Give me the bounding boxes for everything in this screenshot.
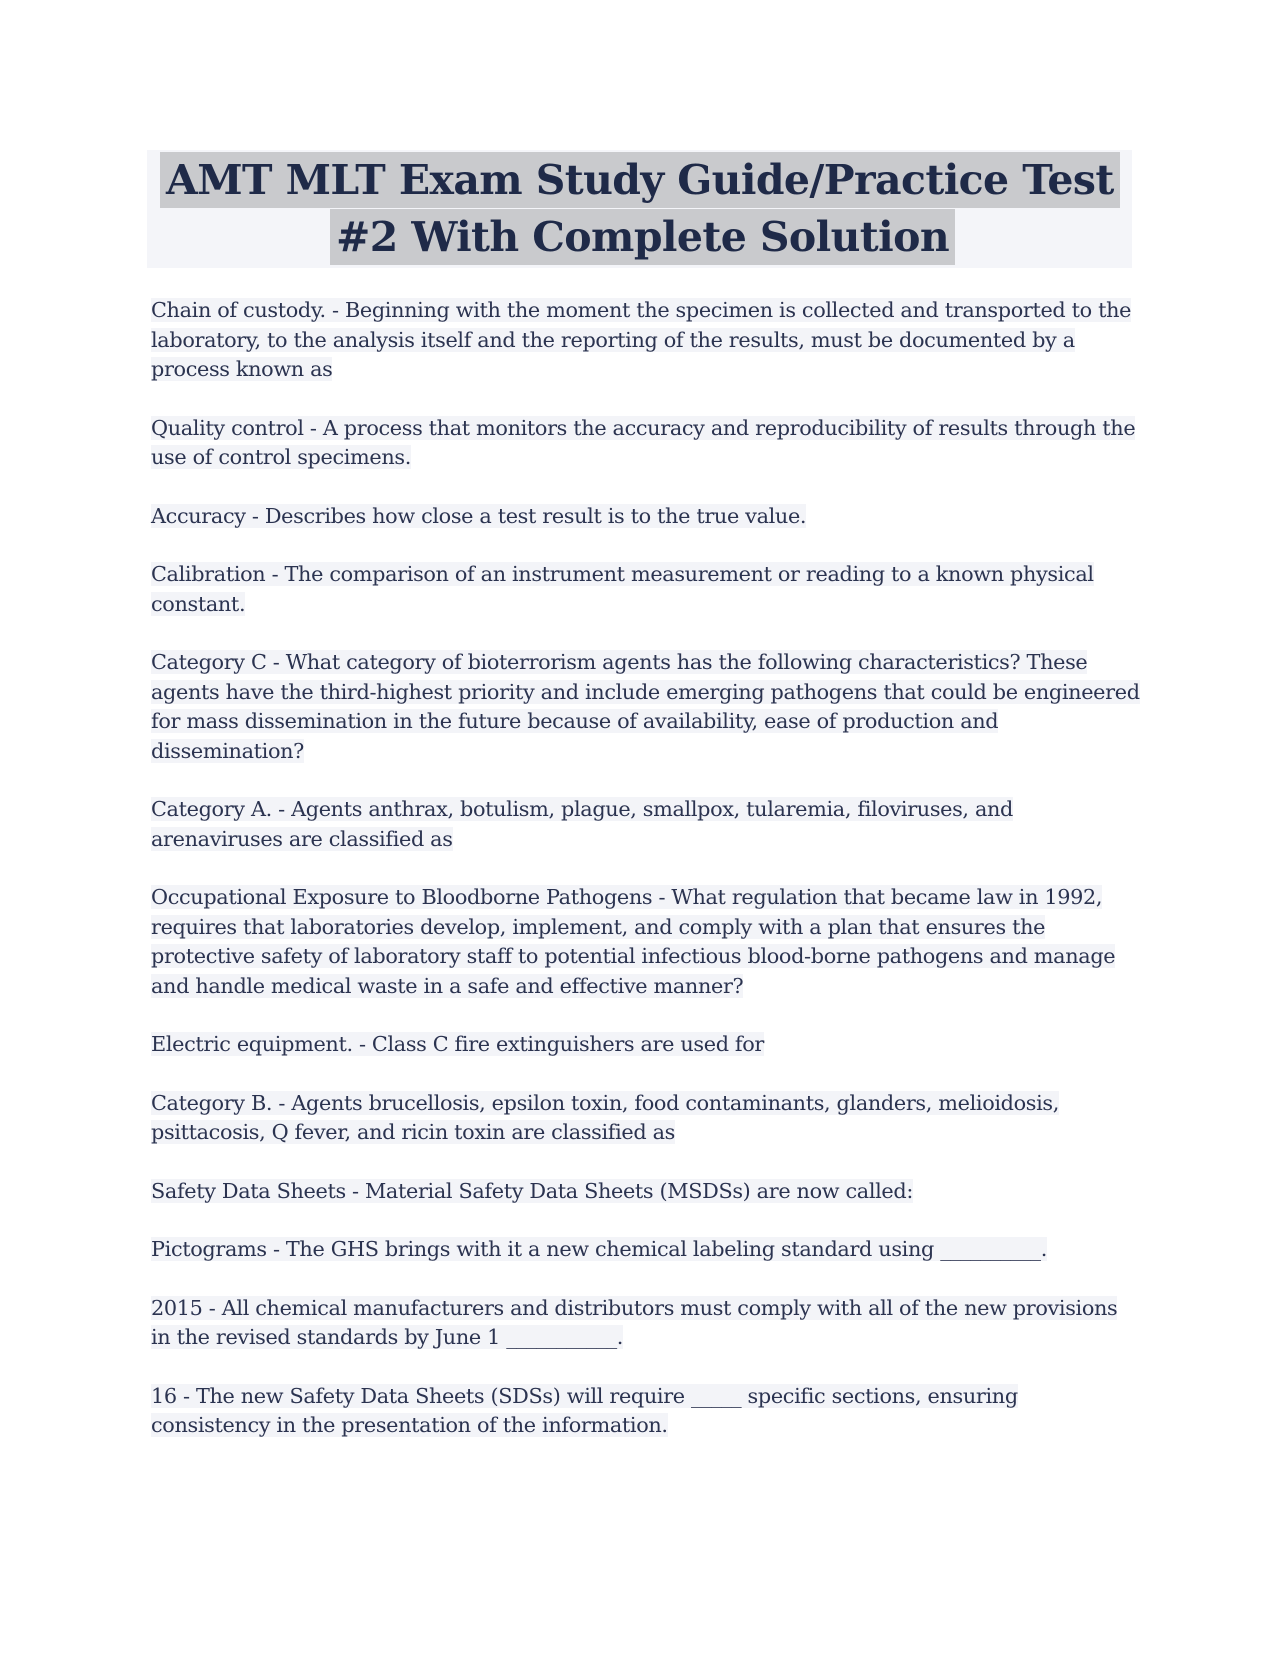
entry-text: 16 - The new Safety Data Sheets (SDSs) will require _____ specific sections, ensuring consistency in the presentation of the information. <box>151 1383 1018 1437</box>
entry-text: Chain of custody. - Beginning with the moment the specimen is collected and transported to the laboratory, to the analysis itself and the reporting of the results, must be documented by a process known as <box>151 298 1132 381</box>
qa-entry <box>151 795 1141 854</box>
qa-entry <box>151 1177 1141 1207</box>
entry-text: Category C - What category of bioterrorism agents has the following characteristics? These agents have the third-highest priority and include emerging pathogens that could be engineered for mass dissemination in the future because of availability, ease of production and dissemination? <box>151 650 1140 763</box>
entry-text: Pictograms - The GHS brings with it a new chemical labeling standard using __________. <box>151 1237 1047 1261</box>
entry-text: 2015 - All chemical manufacturers and distributors must comply with all of the new provisions in the revised standards by June 1 ___________. <box>151 1295 1118 1349</box>
entry-text: Category B. - Agents brucellosis, epsilon toxin, food contaminants, glanders, melioidosis, psittacosis, Q fever, and ricin toxin are classified as <box>151 1090 1060 1144</box>
qa-entry <box>151 414 1141 473</box>
document-title <box>147 150 1132 268</box>
qa-entry <box>151 883 1141 1001</box>
entry-text: Electric equipment. - Class C fire extinguishers are used for <box>151 1032 765 1056</box>
qa-entry <box>151 648 1141 766</box>
qa-entry <box>151 296 1141 385</box>
entry-text: Accuracy - Describes how close a test result is to the true value. <box>151 503 807 528</box>
qa-entry <box>151 1030 1141 1060</box>
qa-entry <box>151 1089 1141 1148</box>
qa-entry <box>151 502 1141 532</box>
title-line-1: AMT MLT Exam Study Guide/Practice Test <box>160 152 1120 208</box>
qa-entry <box>151 1294 1141 1353</box>
entry-text: Safety Data Sheets - Material Safety Data Sheets (MSDSs) are now called: <box>151 1178 913 1203</box>
qa-entry <box>151 1235 1141 1265</box>
entry-text: Occupational Exposure to Bloodborne Pathogens - What regulation that became law in 1992, requires that laboratories develop, implement, and comply with a plan that ensures the protective safety of laboratory staff to potential infectious blood-borne pathogens and manage and handle medical waste in a safe and effective manner? <box>151 885 1116 998</box>
entry-text: Quality control - A process that monitors the accuracy and reproducibility of results through the use of control specimens. <box>151 415 1136 469</box>
document-body <box>151 296 1141 1470</box>
qa-entry <box>151 1382 1141 1441</box>
entry-text: Category A. - Agents anthrax, botulism, plague, smallpox, tularemia, filoviruses, and arenaviruses are classified as <box>151 797 1014 851</box>
title-line-2: #2 With Complete Solution <box>330 209 955 265</box>
entry-text: Calibration - The comparison of an instrument measurement or reading to a known physical constant. <box>151 562 1094 616</box>
qa-entry <box>151 560 1141 619</box>
